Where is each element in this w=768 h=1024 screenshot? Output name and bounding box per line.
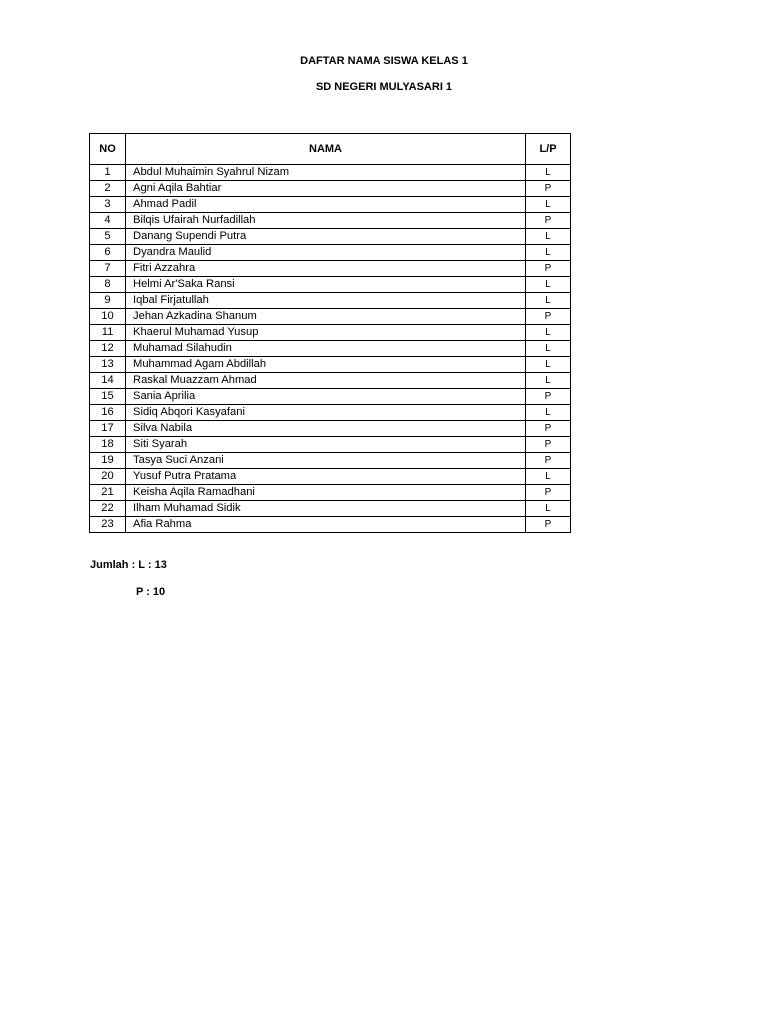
row-gender: P [526, 261, 571, 277]
table-header-row [90, 134, 571, 165]
table-row [90, 245, 571, 261]
row-name: Fitri Azzahra [126, 261, 526, 277]
row-gender: L [526, 197, 571, 213]
document-subtitle: SD NEGERI MULYASARI 1 [315, 81, 453, 93]
row-no: 14 [90, 373, 126, 389]
row-gender: L [526, 293, 571, 309]
row-gender: L [526, 373, 571, 389]
row-no: 4 [90, 213, 126, 229]
row-name: Raskal Muazzam Ahmad [126, 373, 526, 389]
row-gender: P [526, 453, 571, 469]
table-row [90, 261, 571, 277]
table-row [90, 341, 571, 357]
row-no: 7 [90, 261, 126, 277]
row-name: Muhamad Silahudin [126, 341, 526, 357]
table-body [90, 165, 571, 533]
row-no: 16 [90, 405, 126, 421]
table-row [90, 389, 571, 405]
table-row [90, 357, 571, 373]
row-gender: P [526, 485, 571, 501]
row-no: 22 [90, 501, 126, 517]
row-no: 12 [90, 341, 126, 357]
summary-total-l: Jumlah : L : 13 [90, 559, 167, 571]
row-no: 20 [90, 469, 126, 485]
row-name: Muhammad Agam Abdillah [126, 357, 526, 373]
row-gender: P [526, 309, 571, 325]
row-gender: L [526, 341, 571, 357]
row-name: Jehan Azkadina Shanum [126, 309, 526, 325]
row-no: 17 [90, 421, 126, 437]
row-name: Silva Nabila [126, 421, 526, 437]
row-no: 15 [90, 389, 126, 405]
row-name: Agni Aqila Bahtiar [126, 181, 526, 197]
row-gender: L [526, 501, 571, 517]
row-no: 1 [90, 165, 126, 181]
row-gender: P [526, 213, 571, 229]
row-name: Danang Supendi Putra [126, 229, 526, 245]
row-name: Ilham Muhamad Sidik [126, 501, 526, 517]
header-gender: L/P [526, 134, 571, 165]
row-gender: L [526, 357, 571, 373]
row-name: Abdul Muhaimin Syahrul Nizam [126, 165, 526, 181]
row-name: Sidiq Abqori Kasyafani [126, 405, 526, 421]
row-no: 5 [90, 229, 126, 245]
row-no: 6 [90, 245, 126, 261]
row-name: Keisha Aqila Ramadhani [126, 485, 526, 501]
row-no: 19 [90, 453, 126, 469]
row-no: 21 [90, 485, 126, 501]
row-no: 23 [90, 517, 126, 533]
row-gender: L [526, 405, 571, 421]
row-name: Khaerul Muhamad Yusup [126, 325, 526, 341]
table-row [90, 197, 571, 213]
row-gender: P [526, 421, 571, 437]
row-gender: P [526, 517, 571, 533]
row-name: Sania Aprilia [126, 389, 526, 405]
row-name: Helmi Ar'Saka Ransi [126, 277, 526, 293]
table-row [90, 309, 571, 325]
row-no: 9 [90, 293, 126, 309]
table-row [90, 165, 571, 181]
row-name: Bilqis Ufairah Nurfadillah [126, 213, 526, 229]
table-row [90, 485, 571, 501]
row-gender: L [526, 165, 571, 181]
summary-total-p: P : 10 [136, 586, 166, 598]
table-row [90, 437, 571, 453]
student-table [89, 133, 571, 533]
table-row [90, 293, 571, 309]
table-row [90, 501, 571, 517]
row-name: Dyandra Maulid [126, 245, 526, 261]
header-name: NAMA [126, 134, 526, 165]
table-row [90, 421, 571, 437]
row-gender: P [526, 437, 571, 453]
row-no: 11 [90, 325, 126, 341]
row-no: 8 [90, 277, 126, 293]
row-name: Yusuf Putra Pratama [126, 469, 526, 485]
document-title: DAFTAR NAMA SISWA KELAS 1 [300, 55, 468, 67]
row-gender: L [526, 277, 571, 293]
row-no: 10 [90, 309, 126, 325]
row-no: 3 [90, 197, 126, 213]
table-row [90, 373, 571, 389]
table-row [90, 213, 571, 229]
row-gender: P [526, 181, 571, 197]
row-no: 18 [90, 437, 126, 453]
row-gender: L [526, 229, 571, 245]
table-row [90, 325, 571, 341]
table-row [90, 517, 571, 533]
row-gender: L [526, 245, 571, 261]
table-row [90, 405, 571, 421]
row-gender: P [526, 389, 571, 405]
row-name: Tasya Suci Anzani [126, 453, 526, 469]
row-gender: L [526, 325, 571, 341]
table-row [90, 181, 571, 197]
row-name: Siti Syarah [126, 437, 526, 453]
table-row [90, 229, 571, 245]
row-no: 13 [90, 357, 126, 373]
row-gender: L [526, 469, 571, 485]
row-name: Iqbal Firjatullah [126, 293, 526, 309]
row-name: Ahmad Padil [126, 197, 526, 213]
table-row [90, 453, 571, 469]
header-no: NO [90, 134, 126, 165]
row-no: 2 [90, 181, 126, 197]
table-row [90, 277, 571, 293]
row-name: Afia Rahma [126, 517, 526, 533]
table-row [90, 469, 571, 485]
